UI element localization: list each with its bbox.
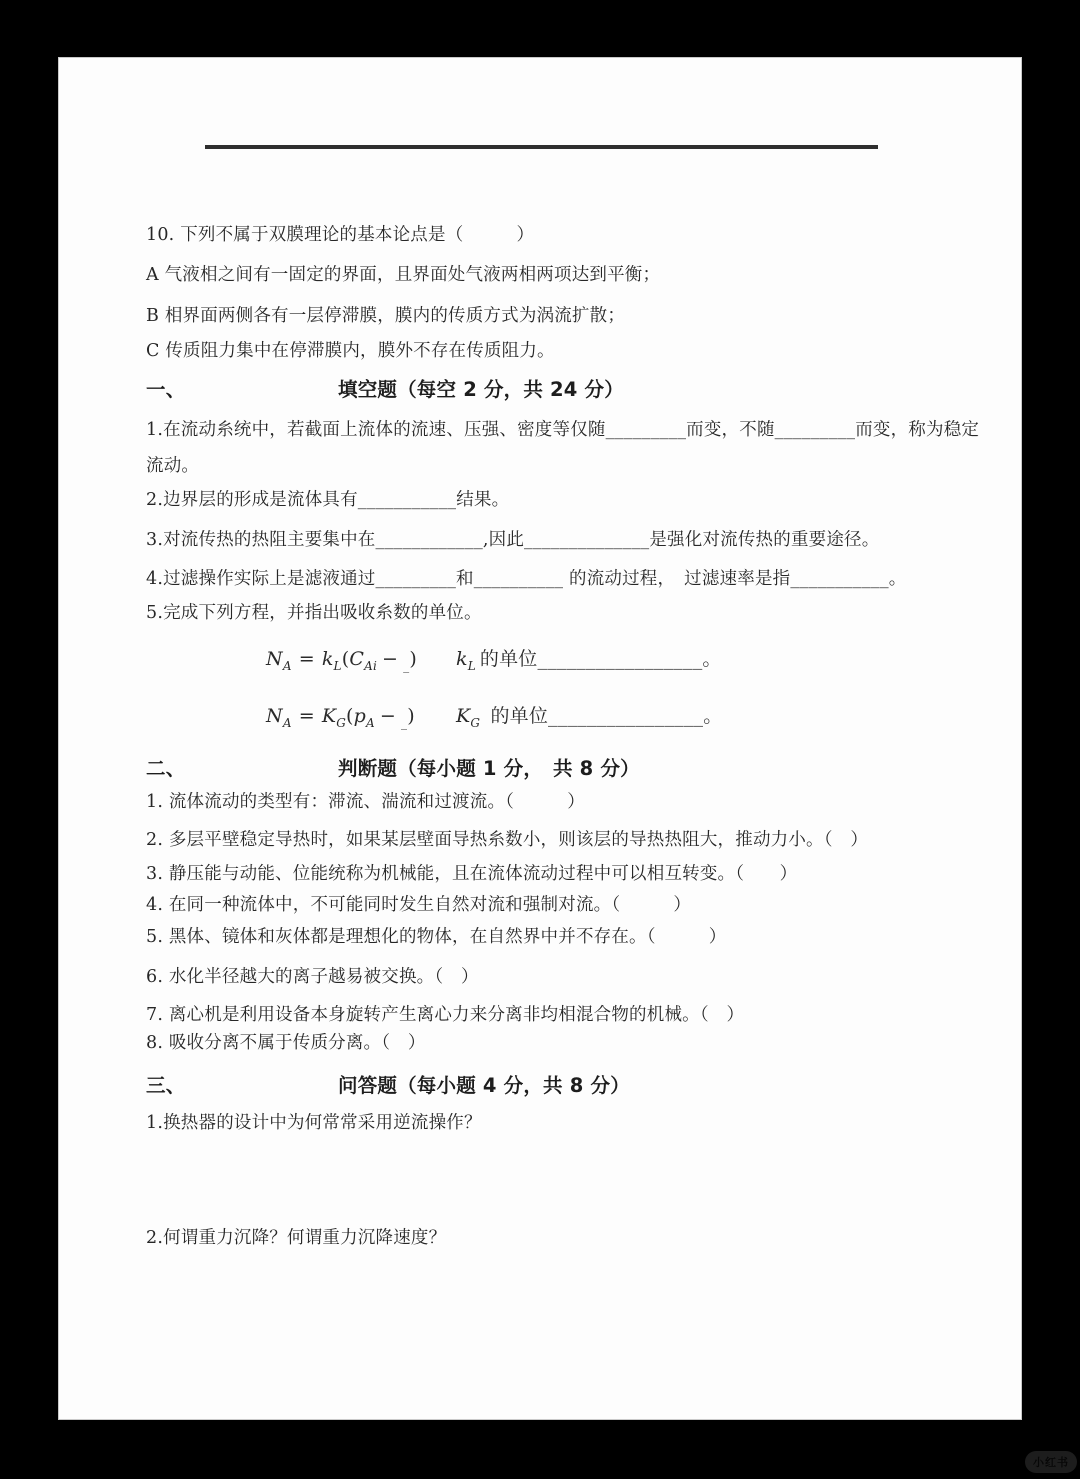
fill-q3: 3.对流传热的热阻主要集中在____________,因此______________是强化对流传热的重要途径。 — [146, 530, 880, 550]
eq1-equals: = — [298, 648, 315, 670]
equation-1-formula — [266, 646, 456, 680]
eq2-lhs-sub: A — [282, 716, 292, 730]
equation-2-formula — [266, 703, 456, 737]
question-10-option-a: A 气液相之间有一固定的界面，且界面处气液两相两项达到平衡； — [146, 265, 661, 285]
judge-item-3: 3. 静压能与动能、位能统称为机械能，且在流体流动过程中可以相互转变。（ ） — [146, 864, 798, 884]
eq2-minus: − — [379, 705, 397, 727]
exam-paper-page — [58, 57, 1022, 1420]
eq2-equals: = — [298, 705, 315, 727]
exam-content — [146, 58, 981, 1251]
eq2-coef: K — [321, 705, 337, 727]
fill-q1-line1: 1.在流动糸统中，若截面上流体的流速、压强、密度等仅随_________而变，不随_________而变，称为稳定 — [146, 420, 980, 440]
section-3-heading — [146, 1072, 981, 1099]
watermark-badge — [1025, 1451, 1077, 1473]
eq2-unit-label: 的单位 — [484, 705, 549, 727]
eq1-term: C — [349, 648, 365, 670]
eq2-period: 。 — [703, 705, 723, 727]
eq2-open-paren: ( — [346, 705, 354, 727]
eq2-close-paren: ) — [407, 705, 415, 727]
eq2-unit-var-sub: G — [470, 716, 481, 730]
eq1-coef-sub: L — [333, 659, 342, 673]
fill-q5: 5.完成下列方程，并指出吸收糸数的单位。 — [146, 603, 482, 623]
equation-2-unit — [456, 705, 723, 730]
eq1-term-sub: Ai — [364, 659, 377, 673]
section-1-heading — [146, 376, 981, 403]
eq1-minus: − — [382, 648, 399, 670]
eq2-term: p — [353, 705, 367, 727]
equation-2 — [146, 703, 981, 737]
fill-q1-line2: 流动。 — [146, 456, 200, 476]
equation-1-unit — [456, 648, 722, 673]
question-10-option-c: C 传质阻力集中在停滞膜内，膜外不存在传质阻力。 — [146, 341, 555, 361]
eq1-open-paren: ( — [341, 648, 350, 670]
eq1-unit-blank: _________________ — [537, 648, 703, 670]
section-2-title: 判断题（每小题 1 分， 共 8 分） — [338, 757, 640, 780]
eq2-blank: _ — [401, 716, 408, 730]
judge-item-4: 4. 在同一种流体中，不可能同时发生自然对流和强制对流。（ ） — [146, 895, 692, 915]
judge-item-2: 2. 多层平壁稳定导热时，如果某层壁面导热糸数小，则该层的导热热阻大，推动力小。（ ） — [146, 830, 869, 850]
eq2-coef-sub: G — [336, 716, 347, 730]
section-3-title: 问答题（每小题 4 分，共 8 分） — [338, 1074, 630, 1097]
section-1-number: 一、 — [146, 378, 186, 401]
fill-q2: 2.边界层的形成是流体具有___________结果。 — [146, 490, 510, 510]
eq1-period: 。 — [702, 648, 722, 670]
judge-item-6: 6. 水化半径越大的离子越易被交换。（ ） — [146, 967, 479, 987]
qa-question-1: 1.换热器的设计中为何常常采用逆流操作？ — [146, 1113, 482, 1133]
eq1-lhs: N — [266, 648, 283, 670]
eq2-unit-var: K — [456, 705, 471, 727]
section-2-heading — [146, 755, 981, 782]
section-3-number: 三、 — [146, 1074, 186, 1097]
eq1-unit-label: 的单位 — [479, 648, 538, 670]
question-10-stem: 10. 下列不属于双膜理论的基本论点是（ ） — [146, 225, 535, 245]
section-2-number: 二、 — [146, 757, 186, 780]
equation-1 — [146, 646, 981, 680]
eq1-unit-var-sub: L — [467, 659, 476, 673]
question-10-option-b: B 相界面两侧各有一层停滞膜，膜内的传质方式为涡流扩散； — [146, 306, 626, 326]
eq1-close-paren: ) — [409, 648, 417, 670]
judge-item-1: 1. 流体流动的类型有：滞流、湍流和过渡流。（ ） — [146, 792, 585, 812]
eq1-coef: k — [321, 648, 334, 670]
watermark-text: 小红书 — [1033, 1456, 1069, 1469]
judge-item-7: 7. 离心机是利用设备本身旋转产生离心力来分离非均相混合物的机械。（ ） — [146, 1005, 745, 1025]
eq2-term-sub: A — [366, 716, 375, 730]
fill-q4: 4.过滤操作实际上是滤液通过_________和__________ 的流动过程， 过滤速率是指___________。 — [146, 569, 907, 589]
eq1-unit-var: k — [456, 648, 468, 670]
eq1-blank: _ — [403, 659, 410, 673]
section-1-title: 填空题（每空 2 分，共 24 分） — [338, 378, 624, 401]
eq2-unit-blank: ________________ — [548, 705, 704, 727]
judge-item-5: 5. 黑体、镜体和灰体都是理想化的物体，在自然界中并不存在。（ ） — [146, 927, 727, 947]
eq2-lhs: N — [266, 705, 283, 727]
qa-question-2: 2.何谓重力沉降？何谓重力沉降速度？ — [146, 1228, 447, 1248]
eq1-lhs-sub: A — [282, 659, 292, 673]
judge-item-8: 8. 吸收分离不属于传质分离。（ ） — [146, 1033, 426, 1053]
